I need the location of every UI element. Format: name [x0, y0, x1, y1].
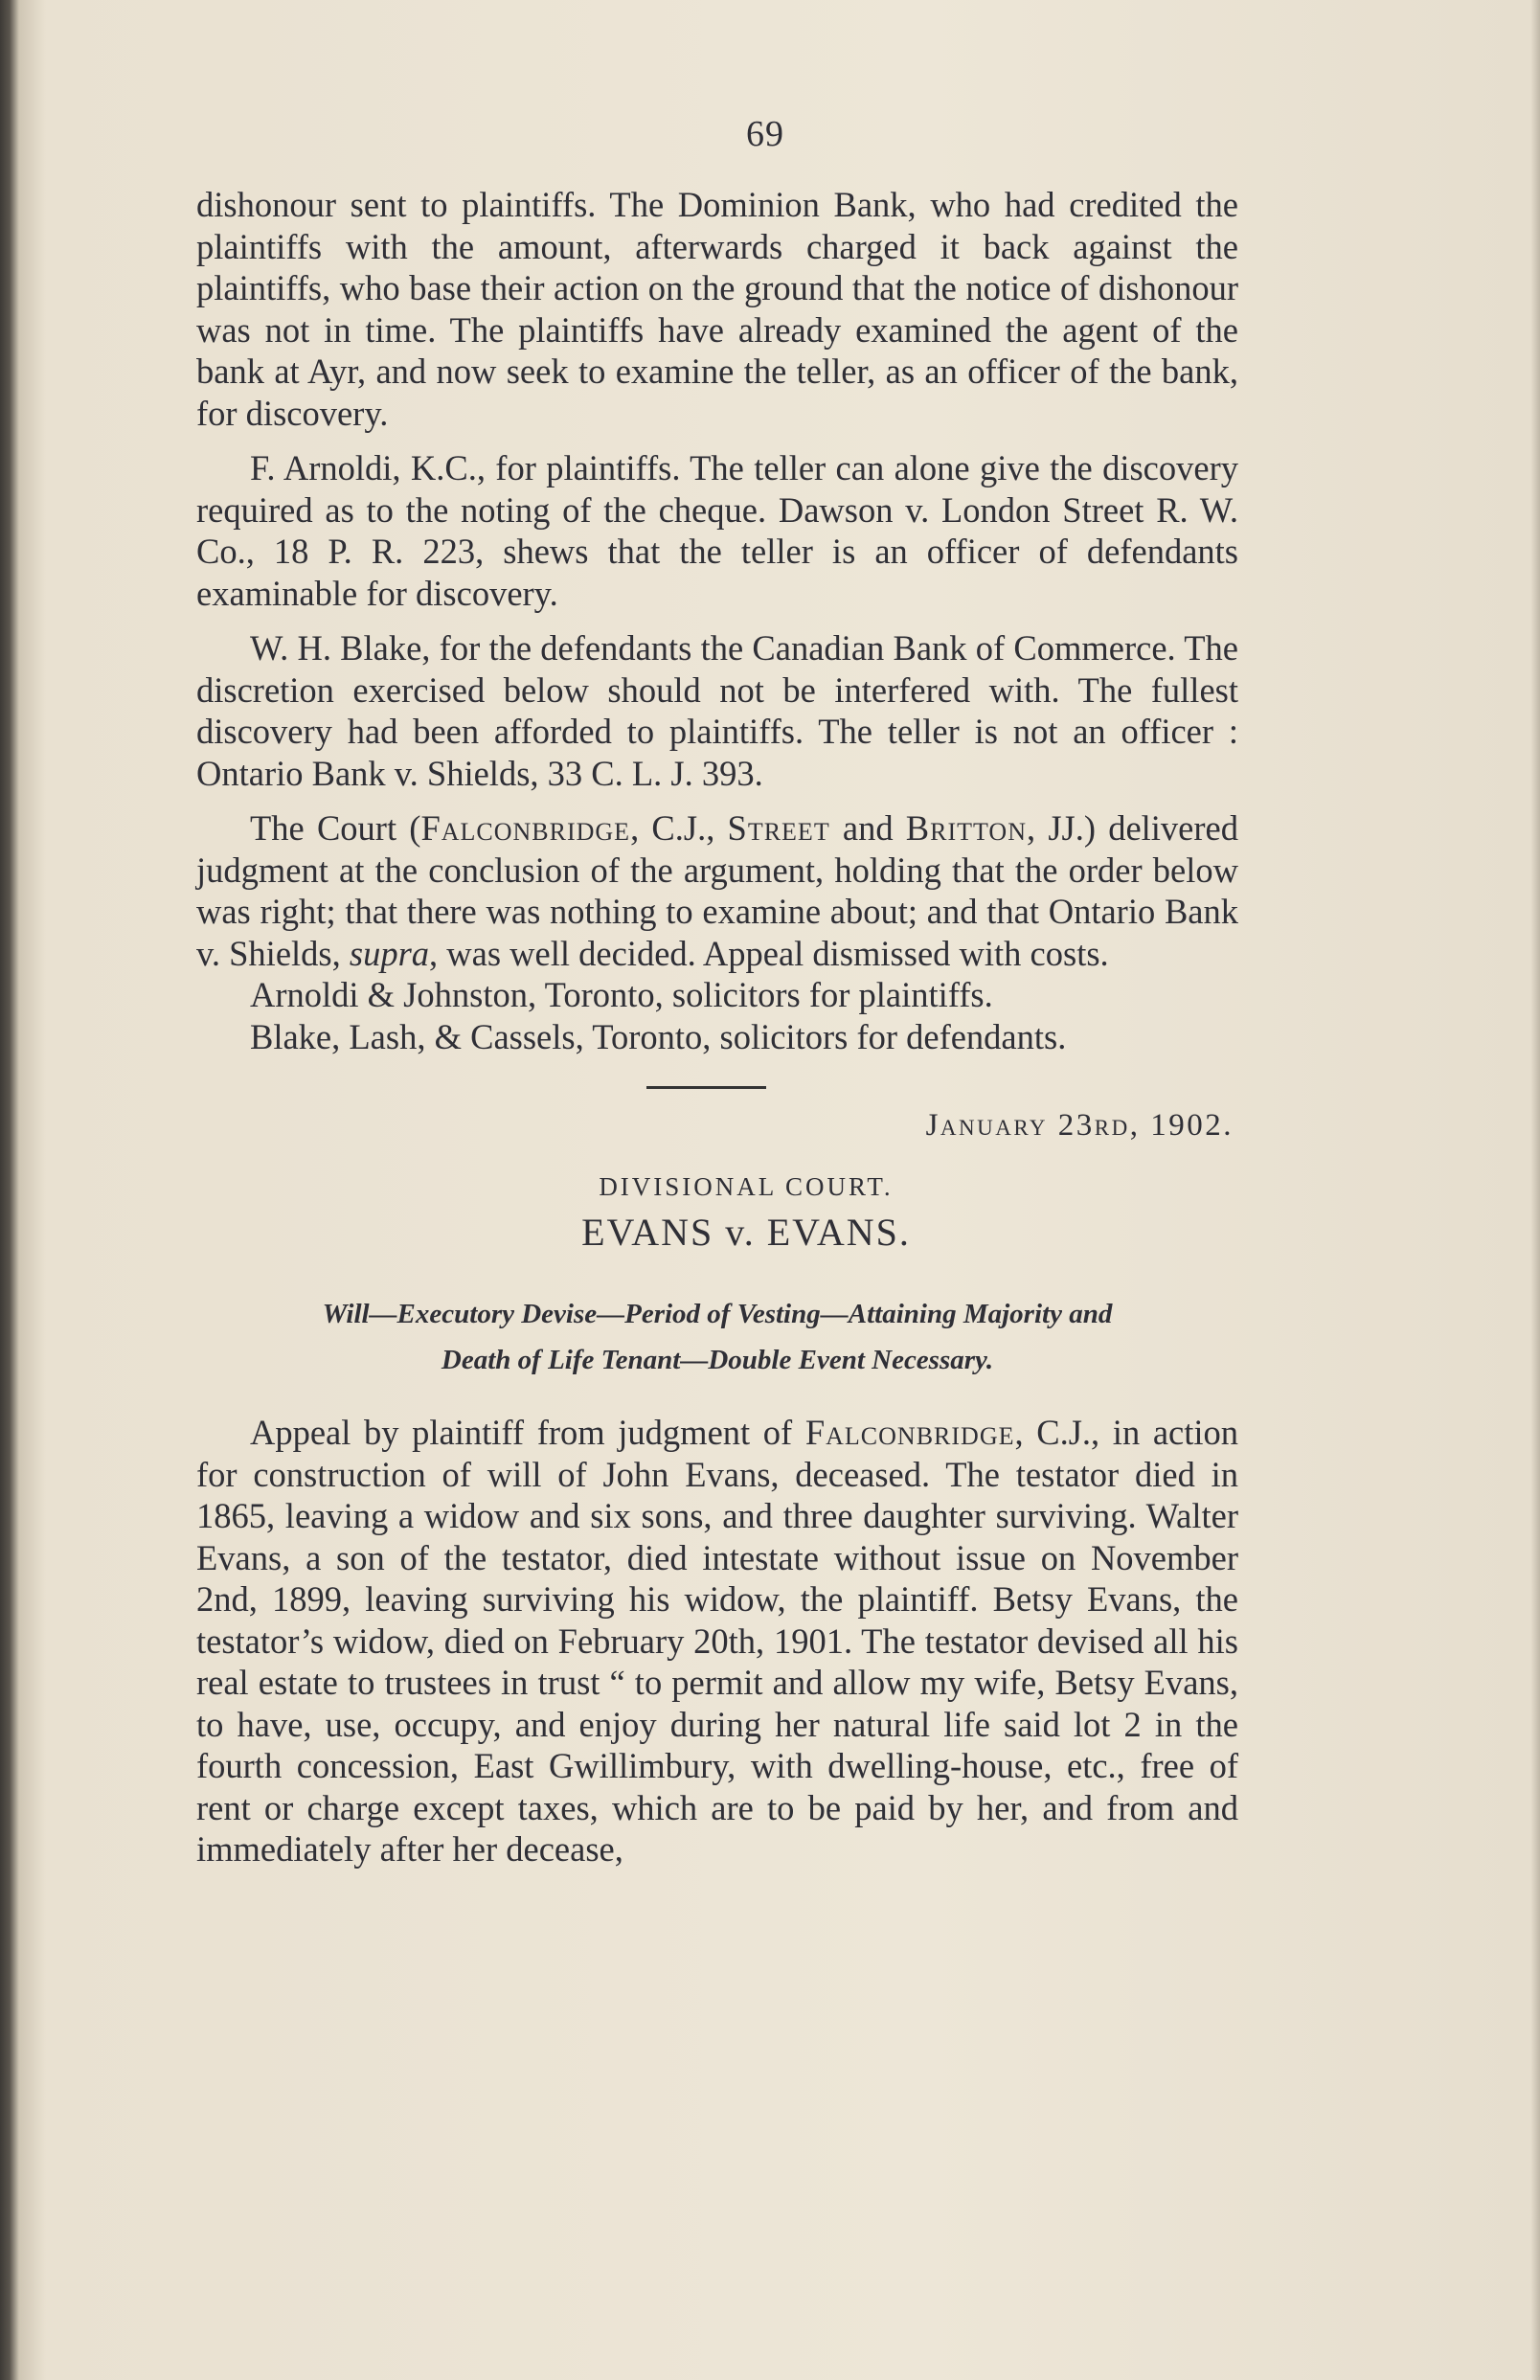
headnote-line: Will—Executory Devise—Period of Vesting—Attaining Majority and — [322, 1299, 1113, 1329]
paragraph-judgment: The Court (Falconbridge, C.J., Street and Britton, JJ.) delivered judgment at the conclusion of the argument, holding that the order below was right; that there was nothing to examine about; and that Ontario Bank v. Shields, supra, was well decided. Appeal dismissed with costs. — [196, 808, 1238, 973]
paragraph-defendant-argument: W. H. Blake, for the defendants the Canadian Bank of Commerce. The discretion exercised below should not be interfered with. The fullest discovery had been afforded to plaintiffs. The teller is not an officer : Ontario Bank v. Shields, 33 C. L. J. 393. — [196, 628, 1238, 793]
page-number: 69 — [746, 114, 784, 154]
solicitors-defendants: Blake, Lash, & Cassels, Toronto, solicitors for defendants. — [250, 1016, 1067, 1056]
case-date: January 23rd, 1902. — [925, 1108, 1234, 1143]
judge-name: Falconbridge — [804, 1413, 1015, 1452]
judge-name: Street — [727, 808, 830, 848]
page-content — [196, 113, 1238, 1870]
court-heading: DIVISIONAL COURT. — [599, 1172, 894, 1201]
headnote — [196, 1291, 1238, 1383]
italic-term: supra — [349, 933, 430, 973]
headnote-line: Death of Life Tenant—Double Event Necessary. — [441, 1345, 994, 1375]
judge-name: Britton — [905, 808, 1027, 848]
section-divider — [646, 1086, 766, 1089]
paragraph-facts: dishonour sent to plaintiffs. The Dominion Bank, who had credited the plaintiffs with the amount, afterwards charged it back against the plaintiffs, who base their action on the ground that the notice of dishonour was not in time. The plaintiffs have already examined the agent of the bank at Ayr, and now seek to examine the teller, as an officer of the bank, for discovery. — [196, 185, 1238, 433]
judge-name: Falconbridge — [420, 808, 631, 848]
paragraph-appeal: Appeal by plaintiff from judgment of Falconbridge, C.J., in action for construction of will of John Evans, deceased. The testator died in 1865, leaving a widow and six sons, and three daughter surviving. Walter Evans, a son of the testator, died intestate without issue on November 2nd, 1899, leaving surviving his widow, the plaintiff. Betsy Evans, the testator’s widow, died on February 20th, 1901. The testator devised all his real estate to trustees in trust “ to permit and allow my wife, Betsy Evans, to have, use, occupy, and enjoy during her natural life said lot 2 in the fourth concession, East Gwillimbury, with dwelling-house, etc., free of rent or charge except taxes, which are to be paid by her, and from and immediately after her decease, — [196, 1413, 1239, 1869]
paragraph-plaintiff-argument: F. Arnoldi, K.C., for plaintiffs. The teller can alone give the discovery required as to the noting of the cheque. Dawson v. London Street R. W. Co., 18 P. R. 223, shews that the teller is an officer of defendants examinable for discovery. — [196, 448, 1238, 613]
case-title: EVANS v. EVANS. — [581, 1211, 911, 1254]
solicitors-plaintiffs: Arnoldi & Johnston, Toronto, solicitors for plaintiffs. — [250, 975, 993, 1014]
